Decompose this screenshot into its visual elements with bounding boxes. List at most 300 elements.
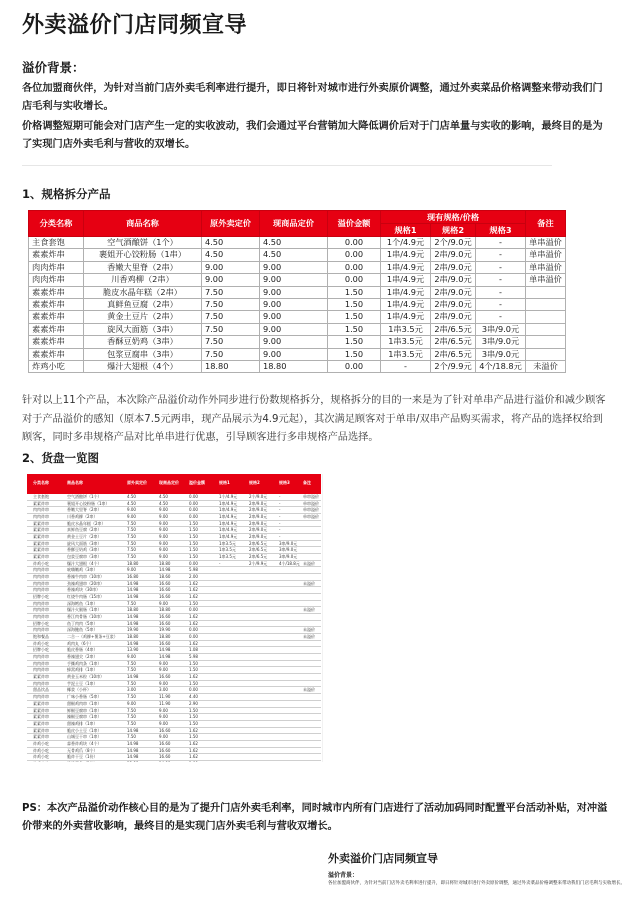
category-cell: 肉肉炸串 <box>29 274 84 286</box>
sheet-cell: 单串溢价 <box>303 494 319 499</box>
sheet-header-cell: 规格3 <box>279 480 290 485</box>
orig-price-cell: 4.50 <box>202 237 260 249</box>
sheet-cell: 1.50 <box>189 520 198 526</box>
sheet-cell: 甜椒鸡肉串（1串） <box>67 700 102 706</box>
note-cell <box>526 348 566 360</box>
sheet-cell: 18.80 <box>159 560 171 566</box>
header-orig-price: 原外卖定价 <box>202 211 260 237</box>
sheet-cell <box>67 761 98 762</box>
sheet-cell: 炸鸡小吃 <box>33 740 49 746</box>
sheet-cell: 主食套饱 <box>33 494 49 499</box>
sheet-cell: 7.50 <box>127 547 136 553</box>
sheet-cell: 劲辣鸡翅串（20串） <box>67 580 105 586</box>
sheet-cell: 1串3.5元 <box>219 547 236 553</box>
sheet-cell: 7.50 <box>127 714 136 720</box>
sheet-header-cell: 规格2 <box>249 480 260 485</box>
sheet-cell: 0.00 <box>189 687 198 693</box>
sheet-cell: 川香鸡柳（2串） <box>67 514 98 520</box>
spec1-cell: 1串/4.9元 <box>381 311 431 323</box>
category-cell: 主食套饱 <box>29 237 84 249</box>
product-cell: 香酥豆奶鸡（3串） <box>84 336 202 348</box>
cur-price-cell: 9.00 <box>260 311 328 323</box>
sheet-cell: 2串/9.0元 <box>249 527 268 533</box>
sheet-cell: 9.00 <box>127 700 136 706</box>
sheet-cell: 2串/6.5元 <box>249 554 268 560</box>
sheet-cell: 16.60 <box>159 620 171 626</box>
spec1-cell: 1串3.5元 <box>381 323 431 335</box>
sheet-cell: 1串3.5元 <box>219 540 236 546</box>
cur-price-cell: 9.00 <box>260 274 328 286</box>
sheet-cell: 0.00 <box>189 514 198 520</box>
sheet-cell: 9.00 <box>159 514 168 520</box>
premium-cell: 1.50 <box>328 348 381 360</box>
sheet-cell: 14.98 <box>159 567 171 573</box>
header-spec3: 规格3 <box>476 224 526 237</box>
sheet-cell: 1.62 <box>189 587 198 593</box>
sheet-cell: 蜂窝鸡排（1串） <box>67 667 98 673</box>
header-spec2: 规格2 <box>431 224 476 237</box>
sheet-cell: 1.50 <box>189 667 198 673</box>
sheet-cell: 1.50 <box>189 527 198 533</box>
table-row <box>29 299 566 311</box>
sheet-cell: 素素炸串 <box>33 547 49 553</box>
sheet-cell: 芋泥土豆（1串） <box>67 680 98 686</box>
sheet-cell: 深海鲍鱼（5串） <box>67 627 98 633</box>
sheet-cell <box>127 761 138 762</box>
sheet-cell: 18.80 <box>127 634 139 640</box>
table-row <box>29 261 566 273</box>
sheet-cell: 18.80 <box>127 607 139 613</box>
sheet-cell: 香辣牛肉串（10串） <box>67 574 105 580</box>
spec1-cell: 1串3.5元 <box>381 336 431 348</box>
sheet-cell <box>33 761 49 762</box>
sheet-cell: 招牌小吃 <box>33 594 49 600</box>
sheet-cell: 0.00 <box>189 627 198 633</box>
sheet-row <box>27 514 321 521</box>
spec3-cell: 4个/18.8元 <box>476 361 526 373</box>
spec1-cell: 1串/4.9元 <box>381 261 431 273</box>
sheet-cell: 鸡肉丸（6个） <box>67 640 94 646</box>
note-cell: 单串溢价 <box>526 261 566 273</box>
sheet-cell: 9.00 <box>159 680 168 686</box>
sheet-cell: 1串/4.9元 <box>219 534 238 540</box>
sheet-cell: 脆皮香肠（4串） <box>67 647 98 653</box>
spec3-cell: - <box>476 261 526 273</box>
sheet-cell: 辣椒豆腐串（1串） <box>67 714 102 720</box>
sheet-cell: 9.00 <box>127 507 136 513</box>
sheet-cell: 1串/4.9元 <box>219 520 238 526</box>
sheet-header-cell: 备注 <box>303 480 311 485</box>
header-spec-group: 现有规格/价格 <box>381 211 526 224</box>
sheet-cell: 肉肉炸串 <box>33 600 49 606</box>
table-row <box>29 336 566 348</box>
sheet-cell: 5.98 <box>189 654 198 660</box>
sheet-cell: 炸鸡小吃 <box>33 640 49 646</box>
category-cell: 肉肉炸串 <box>29 261 84 273</box>
premium-cell: 0.00 <box>328 361 381 373</box>
sheet-cell: 16.60 <box>159 674 171 680</box>
product-cell: 旋风大面筋（3串） <box>84 323 202 335</box>
sheet-row <box>27 554 321 561</box>
table-row <box>29 311 566 323</box>
sheet-cell: 9.00 <box>159 714 168 720</box>
sheet-cell: 9.00 <box>159 720 168 726</box>
premium-cell: 0.00 <box>328 249 381 261</box>
spec3-cell: 3串/9.0元 <box>476 323 526 335</box>
orig-price-cell: 7.50 <box>202 299 260 311</box>
header-product: 商品名称 <box>84 211 202 237</box>
sheet-row <box>27 754 321 761</box>
sheet-cell: 1串/4.9元 <box>219 507 238 513</box>
sheet-cell: 炸鸡小吃 <box>33 747 49 753</box>
sheet-row <box>27 614 321 621</box>
sheet-cell: 0.00 <box>189 494 198 499</box>
premium-cell: 1.50 <box>328 323 381 335</box>
sheet-row <box>27 701 321 708</box>
sheet-cell: 素素炸串 <box>33 500 49 506</box>
sheet-cell: 1.50 <box>189 534 198 540</box>
header-spec1: 规格1 <box>381 224 431 237</box>
sheet-cell: 7.50 <box>127 554 136 560</box>
sheet-row <box>27 634 321 641</box>
sheet-cell: 山城豆干串（1串） <box>67 734 102 740</box>
sheet-cell: 椰浆（小杯） <box>67 687 91 693</box>
sheet-row <box>27 734 321 741</box>
note-cell <box>526 299 566 311</box>
sheet-cell: 19.90 <box>127 627 139 633</box>
sheet-cell: 16.60 <box>159 614 171 620</box>
sheet-cell: 1串/4.9元 <box>219 514 238 520</box>
sheet-cell: 肉肉炸串 <box>33 627 49 633</box>
sheet-cell: 素素炸串 <box>33 534 49 540</box>
note-cell <box>526 311 566 323</box>
sheet-cell: 11.90 <box>159 700 171 706</box>
sheet-cell: 肉肉炸串 <box>33 607 49 613</box>
sheet-cell: 16.60 <box>159 580 171 586</box>
product-cell: 黄金土豆片（2串） <box>84 311 202 323</box>
table-row <box>29 323 566 335</box>
header-premium: 溢价金额 <box>328 211 381 237</box>
sheet-cell: 甜品饮品 <box>33 687 49 693</box>
sheet-cell: 2.00 <box>189 574 198 580</box>
spec-split-table <box>28 210 566 373</box>
orig-price-cell: 4.50 <box>202 249 260 261</box>
sheet-cell: 9.00 <box>159 534 168 540</box>
orig-price-cell: 7.50 <box>202 286 260 298</box>
spec2-cell: 2串/9.0元 <box>431 286 476 298</box>
spec1-cell: 1串/4.9元 <box>381 286 431 298</box>
sheet-cell: 18.80 <box>159 607 171 613</box>
sheet-cell: 16.60 <box>159 640 171 646</box>
sheet-cell: 4.40 <box>189 694 198 700</box>
sheet-cell: - <box>279 520 281 526</box>
sheet-cell: 7.50 <box>127 720 136 726</box>
sheet-cell: 7.50 <box>127 680 136 686</box>
table-row <box>29 361 566 373</box>
sheet-cell: - <box>279 534 281 540</box>
header-cur-price: 现商品定价 <box>260 211 328 237</box>
sheet-cell: 3串/9.0元 <box>279 547 298 553</box>
sheet-cell: 素素炸串 <box>33 700 49 706</box>
background-paragraph-1: 各位加盟商伙伴，为针对当前门店外卖毛利率进行提升，即日将针对城市进行外卖原价调整，通过外卖菜品价格调整来带动我们门店毛利与实收增长。 <box>22 83 603 112</box>
sheet-cell: 9.00 <box>159 707 168 713</box>
product-cell: 香嫩大里脊（2串） <box>84 261 202 273</box>
sheet-cell: 1.08 <box>189 647 198 653</box>
sheet-header <box>27 474 321 494</box>
sheet-cell: 包浆豆腐串（3串） <box>67 554 102 560</box>
sheet-cell: 1.62 <box>189 594 198 600</box>
category-cell: 炸鸡小吃 <box>29 361 84 373</box>
sheet-cell: 红烧牛肉肠（15串） <box>67 594 105 600</box>
sheet-cell: 14.98 <box>159 647 171 653</box>
section-1-title: 1、规格拆分产品 <box>22 187 111 201</box>
sheet-header-cell: 原外卖定价 <box>127 480 147 485</box>
sheet-cell: 1.50 <box>189 734 198 740</box>
sheet-cell: 未溢价 <box>303 634 315 640</box>
sheet-row <box>27 761 321 762</box>
sheet-cell: 甜辣鸡排（1串） <box>67 720 98 726</box>
sheet-cell: 14.98 <box>127 580 139 586</box>
sheet-cell: 未溢价 <box>303 580 315 586</box>
sheet-cell: 7.50 <box>127 527 136 533</box>
sheet-cell: 1.62 <box>189 754 198 760</box>
sheet-cell: 1.50 <box>189 600 198 606</box>
sheet-cell: 爆汁大翅根（4个） <box>67 560 102 566</box>
sheet-cell: 9.00 <box>159 600 168 606</box>
sheet-cell: 14.98 <box>127 754 139 760</box>
product-cell: 包浆豆腐串（3串） <box>84 348 202 360</box>
sheet-cell: 7.50 <box>127 534 136 540</box>
sheet-cell: 16.60 <box>159 594 171 600</box>
sheet-cell: 2串/6.5元 <box>249 540 268 546</box>
sheet-cell: 爆汁火腿肠（1串） <box>67 607 102 613</box>
sheet-cell: 1.50 <box>189 707 198 713</box>
sheet-row <box>27 494 321 501</box>
sheet-cell: 炸鸡小吃 <box>33 754 49 760</box>
cur-price-cell: 9.00 <box>260 286 328 298</box>
sheet-cell: 1.50 <box>189 720 198 726</box>
product-cell: 爆汁大翅根（4个） <box>84 361 202 373</box>
premium-cell: 1.50 <box>328 299 381 311</box>
spec3-cell: 3串/9.0元 <box>476 348 526 360</box>
sheet-cell: - <box>219 560 221 566</box>
sheet-cell: 未溢价 <box>303 560 315 566</box>
ps-note: PS：本次产品溢价动作核心目的是为了提升门店外卖毛利率，同时城市内所有门店进行了活动加码同时配置平台活动补贴，对冲溢价带来的外卖营收影响，最终目的是实现门店外卖毛利与营收双增长。 <box>22 803 608 832</box>
sheet-cell: 1.62 <box>189 580 198 586</box>
sheet-cell: 真鲜鱼豆腐（2串） <box>67 527 102 533</box>
sheet-cell: 14.98 <box>127 727 139 733</box>
sheet-cell: 素素炸串 <box>33 520 49 526</box>
sheet-cell: 18.80 <box>127 560 139 566</box>
thumbnail-heading: 溢价背景： <box>328 872 359 879</box>
page-title: 外卖溢价门店同频宣导 <box>22 13 248 38</box>
sheet-cell: 蒜香炸鸡块（4个） <box>67 740 102 746</box>
sheet-cell: 脆皮小土豆（1串） <box>67 727 102 733</box>
sheet-cell: 0.00 <box>189 560 198 566</box>
spec3-cell: - <box>476 237 526 249</box>
sheet-cell: 香嫩大里脊（2串） <box>67 507 102 513</box>
spec2-cell: 2串/6.5元 <box>431 348 476 360</box>
sheet-cell: 1.50 <box>189 540 198 546</box>
spec3-cell: - <box>476 299 526 311</box>
section-1-text: 针对以上11个产品，本次除产品溢价动作外同步进行份数规格拆分，规格拆分的目的一来是为了针对单串产品进行溢价和减少顾客对于产品溢价的感知（原本7.5元两串，现产品展示为4.9元起），其次满足顾客对于单串/双串产品购买需求，将产品的选择权给到顾客，同时多串规格产品对比单串进行优惠，引导顾客进行多串规格产品选择。 <box>22 395 606 443</box>
sheet-cell: 0.00 <box>189 500 198 506</box>
sheet-cell: 2个/9.0元 <box>249 494 268 499</box>
spec1-cell: 1个/4.9元 <box>381 237 431 249</box>
sheet-cell: 肉肉炸串 <box>33 574 49 580</box>
sheet-cell: 肉肉炸串 <box>33 507 49 513</box>
sheet-row <box>27 654 321 661</box>
spec-table-body <box>29 237 566 373</box>
cur-price-cell: 9.00 <box>260 323 328 335</box>
note-cell <box>526 323 566 335</box>
sheet-cell: 3串/9.0元 <box>279 540 298 546</box>
sheet-cell: 1.62 <box>189 640 198 646</box>
sheet-cell <box>159 761 170 762</box>
sheet-cell: 4.50 <box>127 500 136 506</box>
product-overview-sheet <box>27 474 321 762</box>
note-cell <box>526 286 566 298</box>
spec2-cell: 2串/9.0元 <box>431 299 476 311</box>
page-thumbnail <box>306 846 636 900</box>
sheet-cell: 手撕鸡肉条（1串） <box>67 660 102 666</box>
sheet-cell: 1.62 <box>189 620 198 626</box>
sheet-cell: 香江肉骨肠（10串） <box>67 614 105 620</box>
sheet-cell: 7.50 <box>127 600 136 606</box>
sheet-cell: 香辣翅尖（2串） <box>67 654 98 660</box>
orig-price-cell: 9.00 <box>202 274 260 286</box>
spec3-cell: - <box>476 311 526 323</box>
sheet-cell: 1.50 <box>189 680 198 686</box>
sheet-cell: 素素炸串 <box>33 734 49 740</box>
spec1-cell: 1串/4.9元 <box>381 249 431 261</box>
sheet-cell: 3.00 <box>159 687 168 693</box>
sheet-cell: 1.62 <box>189 740 198 746</box>
premium-cell: 1.50 <box>328 336 381 348</box>
premium-cell: 0.00 <box>328 261 381 273</box>
sheet-cell: 炸鸡小吃 <box>33 560 49 566</box>
sheet-cell: 16.60 <box>159 740 171 746</box>
sheet-header-cell: 溢价金额 <box>189 480 205 485</box>
sheet-cell: 素素炸串 <box>33 554 49 560</box>
sheet-cell: 7.50 <box>127 667 136 673</box>
sheet-cell: 素素炸串 <box>33 674 49 680</box>
sheet-cell: 1.50 <box>189 714 198 720</box>
sheet-cell: 9.00 <box>127 654 136 660</box>
table-row <box>29 249 566 261</box>
sheet-cell: 肉肉炸串 <box>33 654 49 660</box>
sheet-cell: 脆皮水晶年糕（2串） <box>67 520 106 526</box>
sheet-cell: 肉肉炸串 <box>33 694 49 700</box>
sheet-cell: 1串/4.9元 <box>219 500 238 506</box>
sheet-cell: - <box>279 527 281 533</box>
sheet-rows <box>27 494 321 762</box>
sheet-cell: 3.00 <box>127 687 136 693</box>
sheet-cell: 肉肉炸串 <box>33 614 49 620</box>
sheet-cell: 1.62 <box>189 614 198 620</box>
table-row <box>29 348 566 360</box>
note-cell: 单串溢价 <box>526 274 566 286</box>
sheet-cell: 5.98 <box>189 567 198 573</box>
sheet-cell: 16.60 <box>159 727 171 733</box>
sheet-row <box>27 674 321 681</box>
thumbnail-text: 各位加盟商伙伴，为针对当前门店外卖毛利率进行提升，即日将针对城市进行外卖原价调整，通过外卖菜品价格调整来带动我们门店毛利与实收增长。 <box>328 881 625 886</box>
sheet-cell: 香酥豆奶鸡（3串） <box>67 547 102 553</box>
spec2-cell: 2串/9.0元 <box>431 261 476 273</box>
sheet-cell: 无骨鸡爪（8个） <box>67 747 98 753</box>
sheet-cell: 鱼丁肉肉（5串） <box>67 620 98 626</box>
sheet-cell: 素素炸串 <box>33 527 49 533</box>
category-cell: 素素炸串 <box>29 336 84 348</box>
orig-price-cell: 7.50 <box>202 323 260 335</box>
table-row <box>29 237 566 249</box>
sheet-cell: 素素炸串 <box>33 714 49 720</box>
sheet-cell: 肉肉炸串 <box>33 587 49 593</box>
category-cell: 素素炸串 <box>29 348 84 360</box>
spec2-cell: 2串/9.0元 <box>431 249 476 261</box>
sheet-cell: 黄金土豆片（2串） <box>67 534 102 540</box>
sheet-cell: 素素炸串 <box>33 540 49 546</box>
cur-price-cell: 4.50 <box>260 237 328 249</box>
sheet-row <box>27 574 321 581</box>
sheet-cell: 深海鳕鱼（1串） <box>67 600 98 606</box>
orig-price-cell: 7.50 <box>202 311 260 323</box>
sheet-cell: - <box>279 507 281 513</box>
sheet-cell: 肉肉炸串 <box>33 660 49 666</box>
note-cell: 未溢价 <box>526 361 566 373</box>
sheet-cell: 9.00 <box>159 660 168 666</box>
sheet-cell: 13.90 <box>127 647 139 653</box>
sheet-cell: 1.50 <box>189 547 198 553</box>
sheet-cell: 2串/9.0元 <box>249 520 268 526</box>
sheet-header-cell: 分类名称 <box>33 480 49 485</box>
sheet-cell: 1.62 <box>189 747 198 753</box>
sheet-cell: 4.50 <box>159 494 168 499</box>
sheet-cell: 14.98 <box>127 587 139 593</box>
sheet-cell: 1串3.5元 <box>219 554 236 560</box>
background-paragraph-2: 价格调整短期可能会对门店产生一定的实收波动，我们会通过平台营销加大降低调价后对于门店单量与实收的影响，最终目的是为了实现门店外卖毛利与营收的双增长。 <box>22 121 603 150</box>
sheet-cell: 1.50 <box>189 660 198 666</box>
sheet-row <box>27 714 321 721</box>
note-cell <box>526 336 566 348</box>
premium-cell: 1.50 <box>328 311 381 323</box>
sheet-cell: 7.50 <box>127 520 136 526</box>
cur-price-cell: 9.00 <box>260 336 328 348</box>
sheet-cell: 0.00 <box>189 507 198 513</box>
spec2-cell: 2串/6.5元 <box>431 323 476 335</box>
note-cell: 单串溢价 <box>526 237 566 249</box>
sheet-cell: 16.80 <box>127 574 139 580</box>
section-2-title: 2、货盘一览图 <box>22 451 100 465</box>
sheet-cell: 肉肉炸串 <box>33 580 49 586</box>
sheet-cell: 空气酒酿饼（1个） <box>67 494 102 499</box>
spec2-cell: 2串/9.0元 <box>431 311 476 323</box>
sheet-cell: 香辣鸡块（30串） <box>67 587 101 593</box>
product-cell: 空气酒酿饼（1个） <box>84 237 202 249</box>
divider <box>22 165 552 166</box>
cur-price-cell: 4.50 <box>260 249 328 261</box>
spec2-cell: 2串/6.5元 <box>431 336 476 348</box>
sheet-header-cell: 现商品定价 <box>159 480 179 485</box>
sheet-cell: 14.98 <box>127 740 139 746</box>
sheet-cell: 7.50 <box>127 540 136 546</box>
sheet-cell <box>189 761 198 762</box>
cur-price-cell: 9.00 <box>260 348 328 360</box>
sheet-cell: 4.50 <box>159 500 168 506</box>
sheet-cell: 14.98 <box>127 747 139 753</box>
sheet-cell: 1串/4.9元 <box>219 527 238 533</box>
table-row <box>29 274 566 286</box>
